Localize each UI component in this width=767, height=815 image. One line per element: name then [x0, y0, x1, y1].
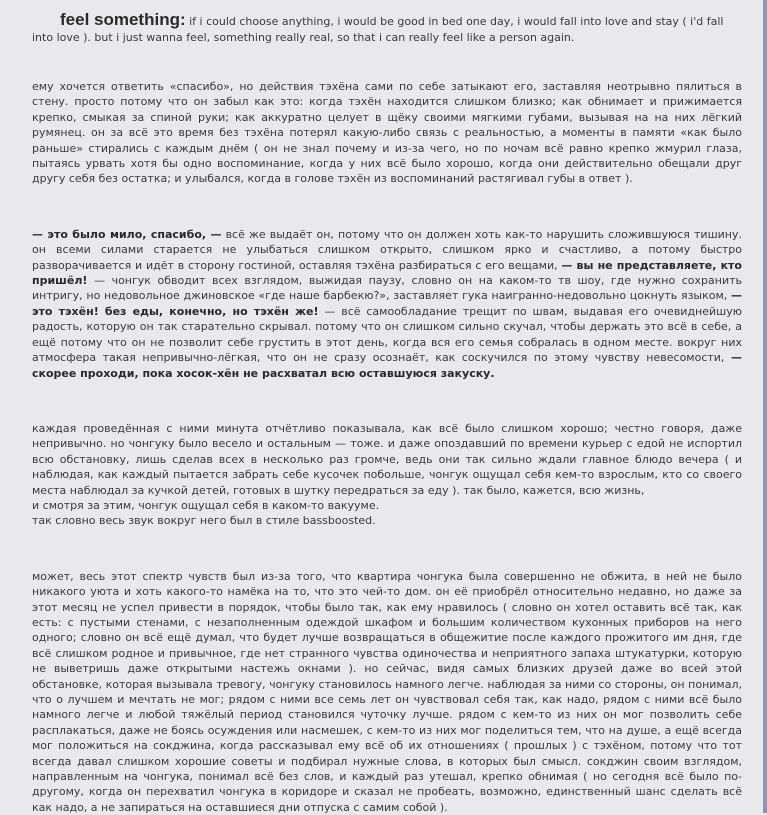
dialogue-line: — это было мило, спасибо, —: [32, 227, 222, 241]
document-content: [32, 12, 742, 815]
narration: — всё самообладание трещит по швам, выдавая его очевиднейшую радость, которую он так старательно скрывал. потому что он слишком сильно скучал, чтобы держать это всё в себе, а ещё потому что он не позволит себе грустить в этот день, когда вся его семья собралась в одном месте. вокруг них атмосфера такая непривычно-лёгкая, что он не сразу осознаёт, как соскучился по этому чувству невесомости,: [32, 304, 743, 365]
paragraph-line: каждая проведённая с ними минута отчётливо показывала, как всё было слишком хорошо; честно говоря, даже непривычно. но чонгуку было весело и остальным — тоже. и даже опоздавший по времени курьер с едой не испортил всю обстановку, лишь сделав всех в несколько раз громче, ведь они так сильно ждали главное блюдо вечера ( и наблюдая, как каждый пытается забрать себе кусочек побольше, чонгук ощущал себя кем-то взрослым, кто со своего места наблюдал за кучкой детей, готовых в шутку передраться за еду ). так было, кажется, всю жизнь,: [32, 421, 742, 497]
paragraph-1: ему хочется ответить «спасибо», но действия тэхёна сами по себе затыкают его, заставляя неотрывно пялиться в стену. просто потому что он забыл как это: когда тэхён находится слишком близко; как обнимает и прижимается крепко, смыкая за спиной руки; как аккуратно целует в щёку своими мягкими губами, вызывая на на них лёгкий румянец. он за всё это время без тэхёна потерял какую-либо связь с реальностью, а моменты в памяти «как было раньше» стирались с каждым днём ( он не знал почему и из-за чего, но по ночам всё равно крепко жмурил глаза, пытаясь урвать хотя бы одно воспоминание, когда у них всё было хорошо, когда они действительно обещали друг другу себя без остатка; и улыбался, когда в голове тэхён из воспоминаний растягивал губы в ответ ).: [32, 80, 742, 186]
paragraph-3: [32, 421, 742, 529]
document-title: feel something:: [60, 10, 186, 29]
dialogue-line: — скорее проходи, пока хосок-хён не расхватал всю оставшуюся закуску.: [32, 351, 742, 380]
narration: всё же выдаёт он, потому что он должен хоть как-то нарушить сложившуюся тишину. он всеми силами старается не улыбаться слишком открыто, слишком ярко и счастливо, а потому быстро разворачивается и идёт в сторону гостиной, оставляя тэхёна разбираться с его вещами,: [32, 227, 742, 272]
intro-block: [32, 12, 742, 46]
scrollbar-edge[interactable]: [763, 0, 767, 813]
paragraph-line: так словно весь звук вокруг него был в стиле bassboosted.: [32, 514, 376, 528]
dialogue-line: — вы не представляете, кто пришёл!: [32, 258, 742, 288]
epigraph: if i could choose anything, i would be good in bed one day, i would fall into love and stay ( i'd fall into love ). but i just wanna feel, something really real, so that i can really feel like a person again.: [32, 15, 724, 44]
dialogue-line: — это тэхён! без еды, конечно, но тэхён же!: [32, 289, 742, 318]
paragraph-4: может, весь этот спектр чувств был из-за того, что квартира чонгука была совершенно не обжита, в ней не было никакого уюта и хоть какого-то намёка на то, что это чей-то дом. он её приобрёл относительно недавно, но даже за этот месяц не успел привести в порядок, чтобы было так, как ему нравилось ( словно он хотел оставить всё так, как есть: с пустыми стенами, с незаполненным одеждой шкафом и большим количеством кухонных приборов на него одного; словно он всё ещё думал, что будет лучше возвращаться в общежитие после каждого прожитого им дня, где всё слишком родное и привычное, где нет странного чувства одиночества и неприятного запаха штукатурки, которую не выветришь даже открытыми настежь окнами ). но сейчас, видя самых близких друзей даже во всей этой обстановке, которая вызывала тревогу, чонгуку становилось намного легче. наблюдая за ними со стороны, он понимал, что о лучшем и мечтать не мог; рядом с ними все семь лет он чувствовал себя так, как надо, рядом с ними всё было намного легче и любой тяжёлый период становился чуточку лучше. рядом с кем-то из них он мог позволить себе расплакаться, даже не боясь осуждения или насмешек, с кем-то из них мог поделиться тем, что на душе, а ещё всегда мог положиться на сокджина, когда рассказывал ему всё об их отношениях ( прошлых ) с тэхёном, потому что тот всегда давал слишком хорошие советы и подбирал нужные слова, в которых был смысл. сокджин своим взглядом, направленным на чонгука, понимал всё без слов, и каждый раз утешал, крепко обнимая ( но сегодня всё было по-другому, когда он перехватил чонгука в коридоре и сказал не пробеать, возможно, единственный шанс сделать всё как надо, а не запираться на оставшиеся дни отпуска с самим собой ).: [32, 569, 742, 814]
paragraph-line: и смотря за этим, чонгук ощущал себя в каком-то вакууме.: [32, 498, 380, 512]
narration: — чонгук обводит всех взглядом, выжидая паузу, словно он на каком-то тв шоу, где нужно сохранить интригу, но недовольное джиновское «где наше барбекю?», заставляет гука наигранно-недовольно цокнуть языком,: [32, 274, 742, 303]
paragraph-2: [32, 227, 742, 381]
